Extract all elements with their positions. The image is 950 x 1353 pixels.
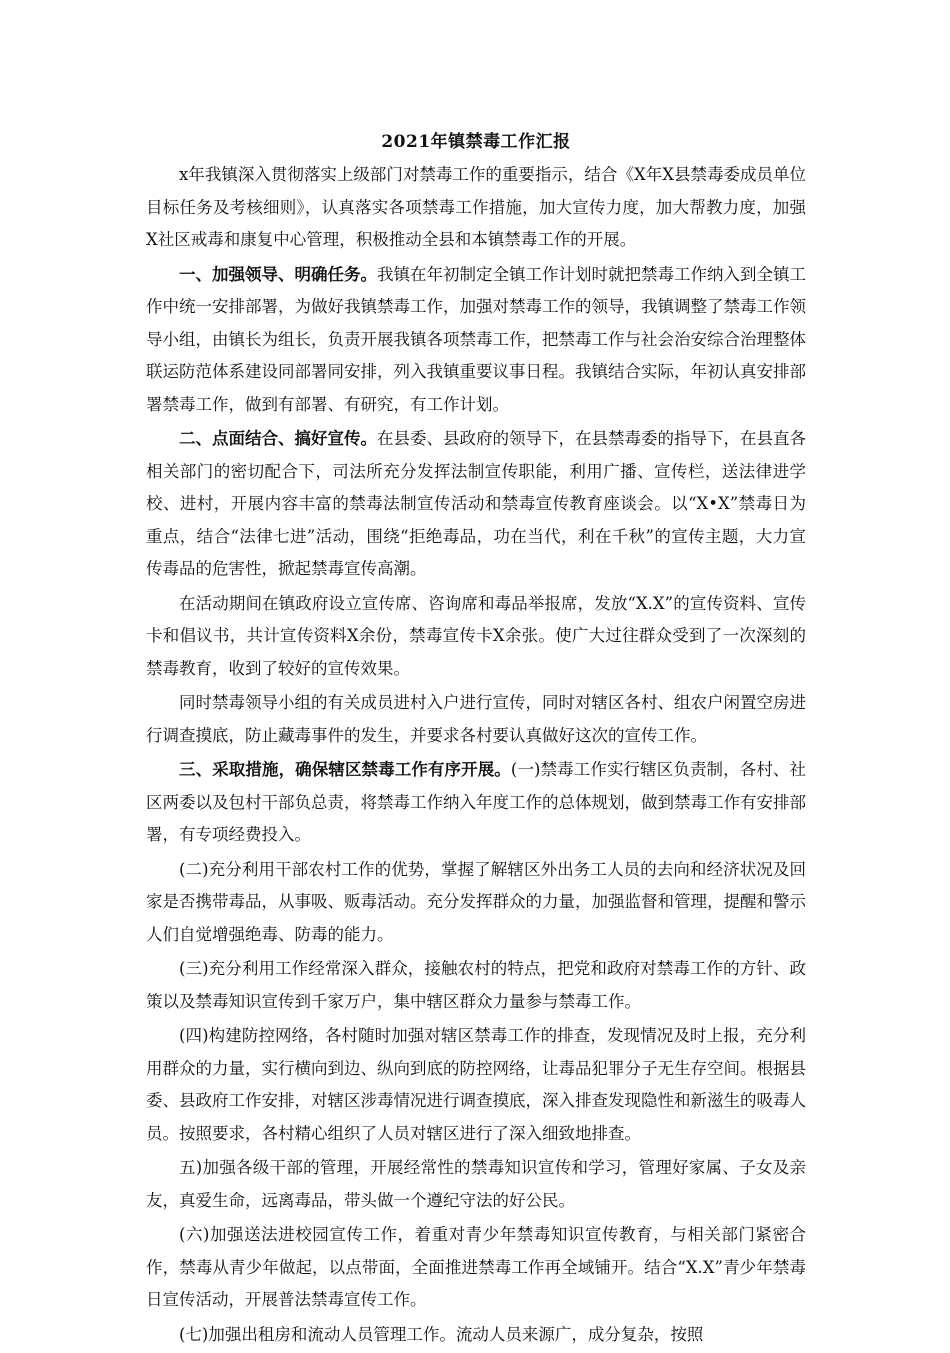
section-3-item-5: 五)加强各级干部的管理，开展经常性的禁毒知识宣传和学习，管理好家属、子女及亲友，真爱生命，远离毒品，带头做一个遵纪守法的好公民。	[146, 1158, 806, 1210]
document-title: 2021年镇禁毒工作汇报	[381, 132, 571, 152]
section-2-heading: 二、点面结合、搞好宣传。	[179, 429, 377, 448]
intro-paragraph: x年我镇深入贯彻落实上级部门对禁毒工作的重要指示，结合《X年X县禁毒委成员单位目标任务及考核细则》，认真落实各项禁毒工作措施，加大宣传力度，加大帮教力度，加强X社区戒毒和康复中心管理，积极推动全县和本镇禁毒工作的开展。	[146, 165, 806, 249]
section-3-heading: 三、采取措施，确保辖区禁毒工作有序开展。	[179, 760, 511, 779]
section-3-item-3: (三)充分利用工作经常深入群众，接触农村的特点，把党和政府对禁毒工作的方针、政策以及禁毒知识宣传到千家万户，集中辖区群众力量参与禁毒工作。	[146, 959, 806, 1011]
section-2-paragraph-2: 在活动期间在镇政府设立宣传席、咨询席和毒品举报席，发放“X.X”的宣传资料、宣传卡和倡议书，共计宣传资料X余份，禁毒宣传卡X余张。使广大过往群众受到了一次深刻的禁毒教育，收到了较好的宣传效果。	[146, 593, 806, 678]
document-body	[146, 127, 806, 1353]
section-3-item-6: (六)加强送法进校园宣传工作，着重对青少年禁毒知识宣传教育，与相关部门紧密合作，禁毒从青少年做起，以点带面，全面推进禁毒工作再全域铺开。结合“X.X”青少年禁毒日宣传活动，开展普法禁毒宣传工作。	[146, 1225, 806, 1309]
section-3-body: (一)禁毒工作实行辖区负责制，各村、社区两委以及包村干部负总责，将禁毒工作纳入年度工作的总体规划，做到禁毒工作有安排部署，有专项经费投入。	[146, 760, 807, 844]
section-3-paragraph	[146, 754, 806, 852]
section-1-body: 我镇在年初制定全镇工作计划时就把禁毒工作纳入到全镇工作中统一安排部署，为做好我镇禁毒工作，加强对禁毒工作的领导，我镇调整了禁毒工作领导小组，由镇长为组长，负责开展我镇各项禁毒工作，把禁毒工作与社会治安综合治理整体联运防范体系建设同部署同安排，列入我镇重要议事日程。我镇结合实际，年初认真安排部署禁毒工作，做到有部署、有研究，有工作计划。	[146, 264, 806, 414]
section-3-item-4: (四)构建防控网络，各村随时加强对辖区禁毒工作的排查，发现情况及时上报，充分利用群众的力量，实行横向到边、纵向到底的防控网络，让毒品犯罪分子无生存空间。根据县委、县政府工作安排，对辖区涉毒情况进行调查摸底，深入排查发现隐性和新滋生的吸毒人员。按照要求，各村精心组织了人员对辖区进行了深入细致地排查。	[146, 1026, 806, 1143]
section-2-body: 在县委、县政府的领导下，在县禁毒委的指导下，在县直各相关部门的密切配合下，司法所充分发挥法制宣传职能，利用广播、宣传栏，送法律进学校、进村，开展内容丰富的禁毒法制宣传活动和禁毒宣传教育座谈会。以“X•X”禁毒日为重点，结合“法律七进”活动，围绕“拒绝毒品，功在当代，利在千秋”的宣传主题，大力宣传毒品的危害性，掀起禁毒宣传高潮。	[146, 429, 806, 578]
section-2-paragraph-3: 同时禁毒领导小组的有关成员进村入户进行宣传，同时对辖区各村、组农户闲置空房进行调查摸底，防止藏毒事件的发生，并要求各村要认真做好这次的宣传工作。	[146, 693, 806, 745]
section-2-paragraph	[146, 423, 806, 586]
section-1-heading: 一、加强领导、明确任务。	[179, 264, 377, 284]
section-3-item-7: (七)加强出租房和流动人员管理工作。流动人员来源广，成分复杂，按照	[179, 1324, 704, 1344]
section-1-paragraph	[146, 259, 806, 422]
section-3-item-2: (二)充分利用干部农村工作的优势，掌握了解辖区外出务工人员的去向和经济状况及回家是否携带毒品，从事吸、贩毒活动。充分发挥群众的力量，加强监督和管理，提醒和警示人们自觉增强绝毒、防毒的能力。	[146, 859, 806, 944]
